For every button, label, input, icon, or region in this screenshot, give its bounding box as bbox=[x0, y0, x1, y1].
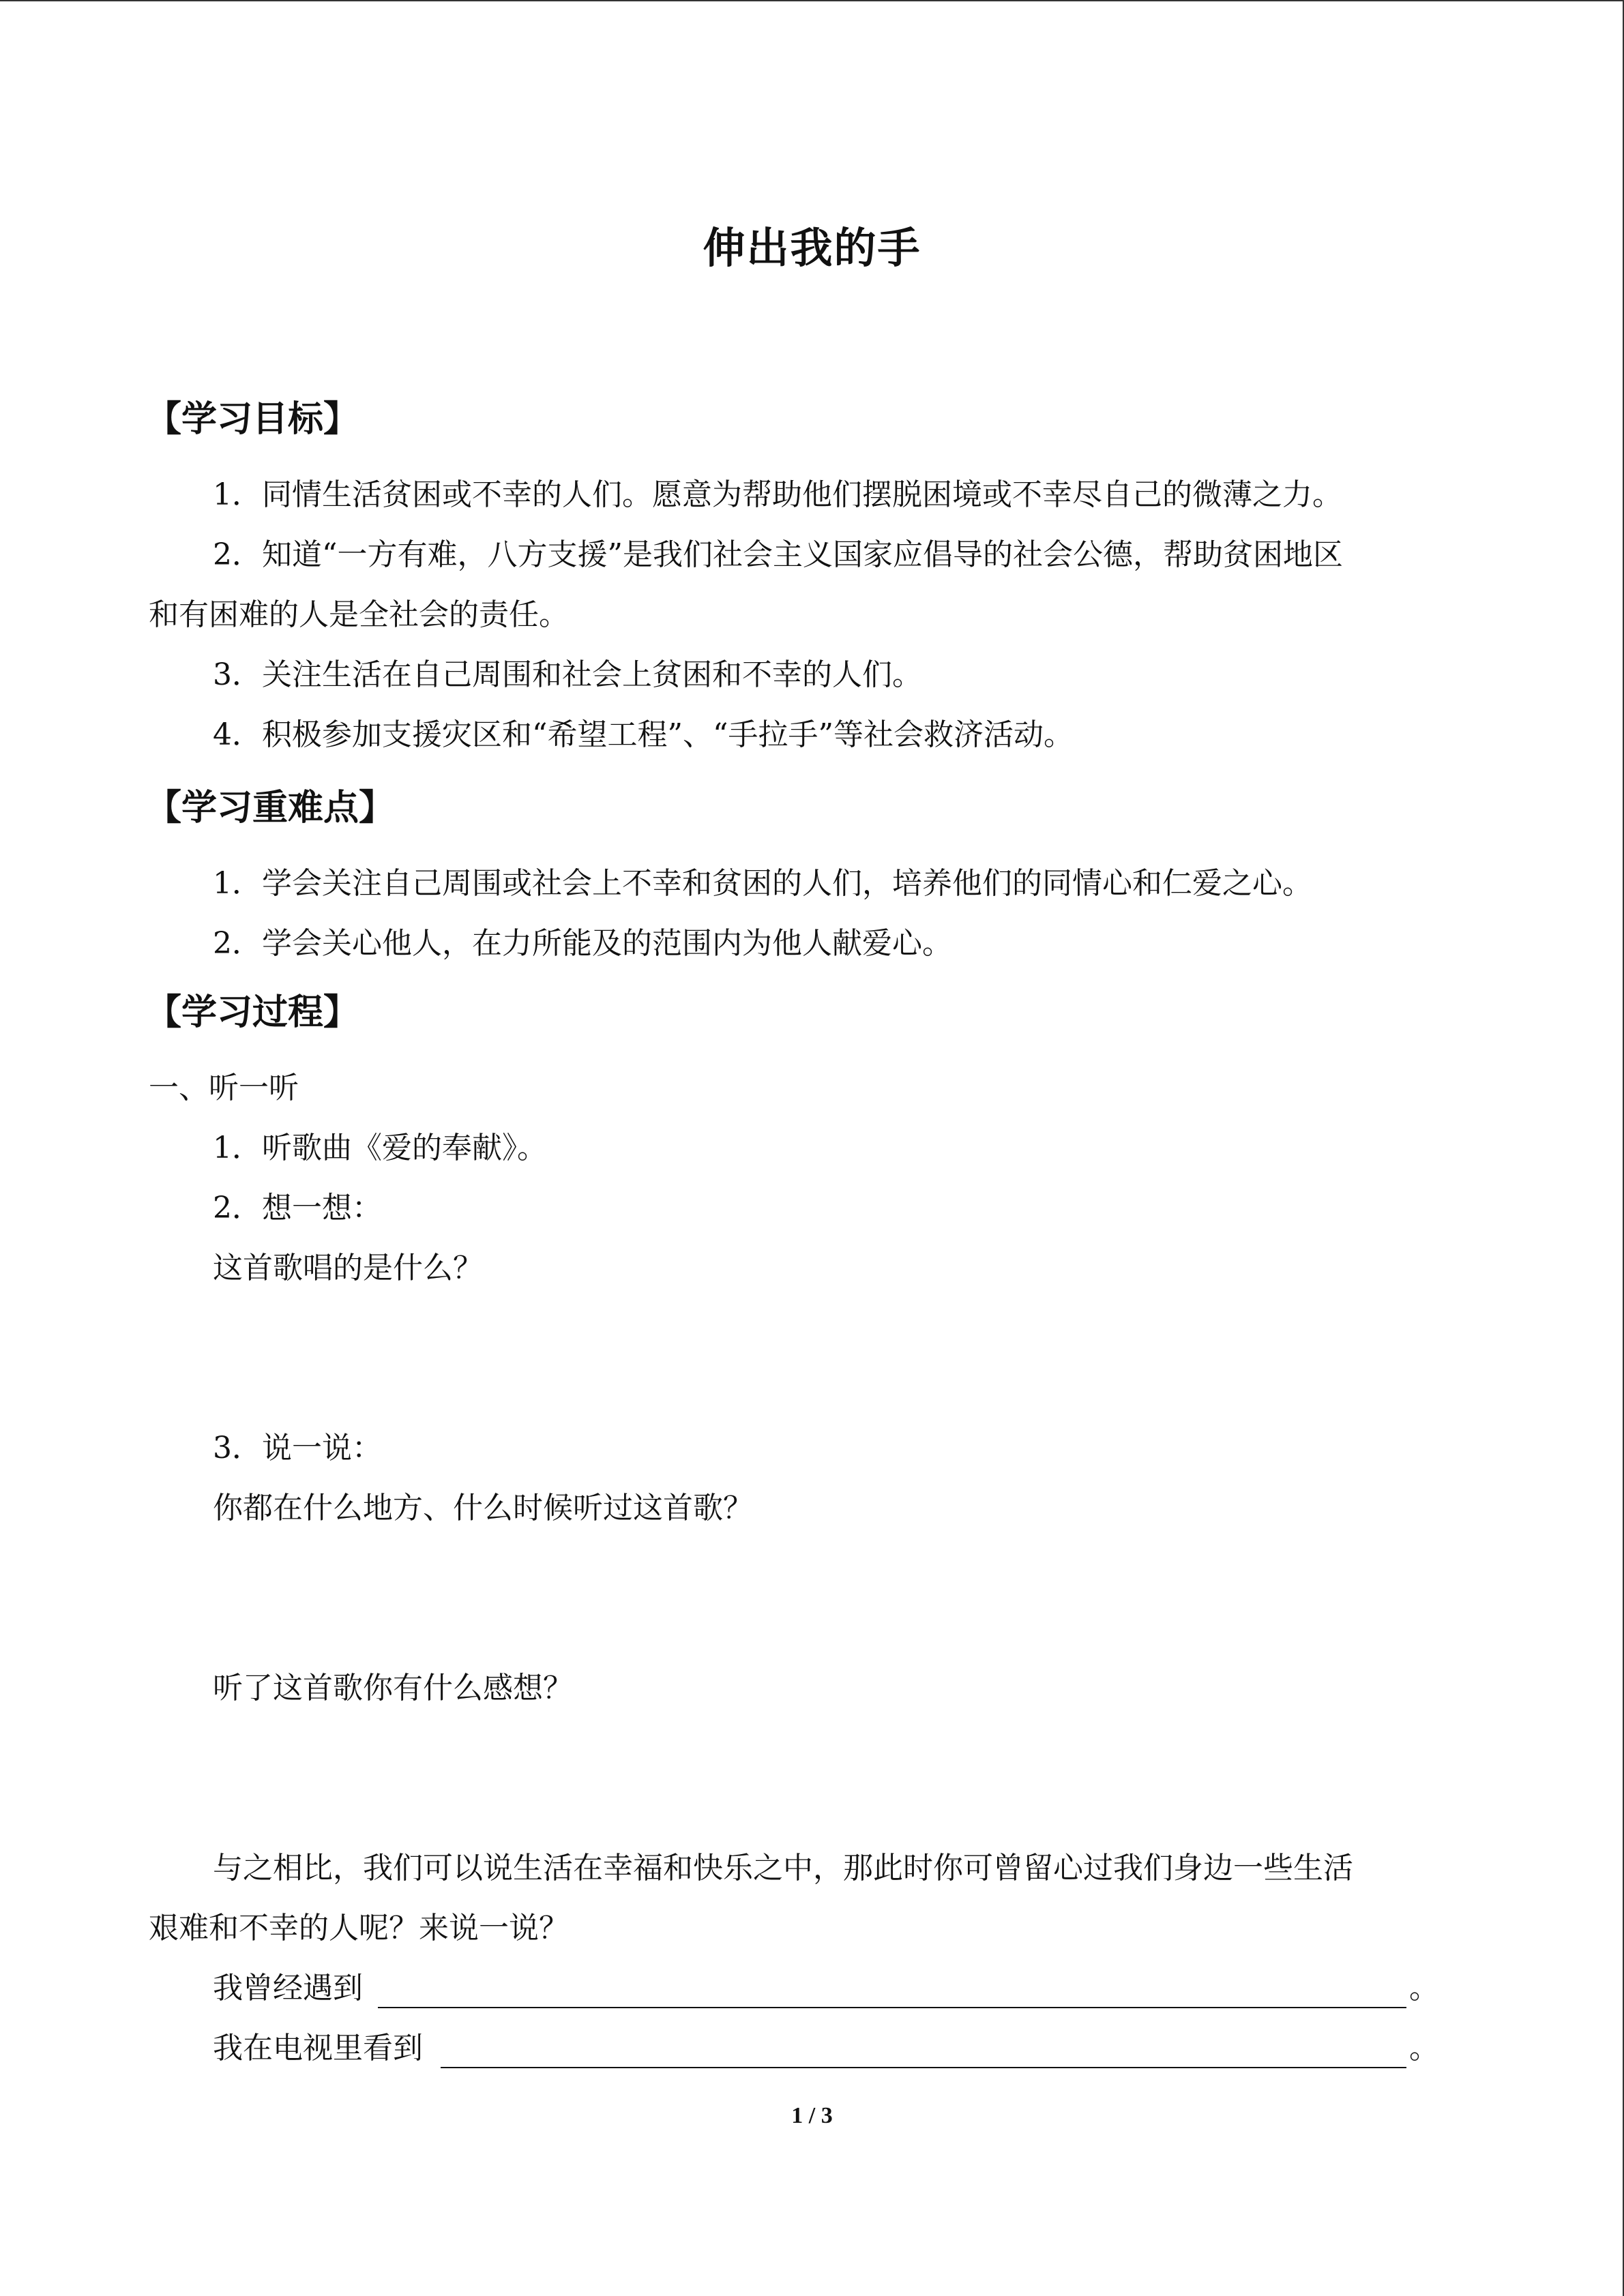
fill-in-1-label: 我曾经遇到 bbox=[213, 1971, 363, 2006]
heading-keypoints: 【学习重难点】 bbox=[146, 788, 395, 829]
fill-in-1-blank[interactable] bbox=[378, 2007, 1406, 2008]
question-2: 你都在什么地方、什么时候听过这首歌？ bbox=[213, 1491, 753, 1525]
step1-text: 1．听歌曲《爱的奉献》。 bbox=[213, 1131, 547, 1165]
question-3: 听了这首歌你有什么感想？ bbox=[213, 1671, 573, 1705]
fill-in-2-label: 我在电视里看到 bbox=[213, 2031, 423, 2066]
paragraph-line-2: 艰难和不幸的人呢？来说一说？ bbox=[149, 1911, 569, 1945]
goal-item-2: 2．知道“一方有难，八方支援”是我们社会主义国家应倡导的社会公德，帮助贫困地区 bbox=[213, 537, 1343, 572]
fill-in-2-blank[interactable] bbox=[441, 2067, 1406, 2068]
heading-goals: 【学习目标】 bbox=[146, 399, 359, 440]
goal-item-2-cont: 和有困难的人是全社会的责任。 bbox=[149, 597, 569, 632]
paragraph-line-1: 与之相比，我们可以说生活在幸福和快乐之中，那此时你可曾留心过我们身边一些生活 bbox=[213, 1851, 1353, 1885]
page-title: 伸出我的手 bbox=[703, 223, 921, 273]
goal-item-4: 4．积极参加支援灾区和“希望工程”、“手拉手”等社会救济活动。 bbox=[213, 717, 1074, 752]
part1-label: 一、听一听 bbox=[149, 1071, 299, 1105]
step3-text: 3．说一说： bbox=[213, 1431, 382, 1465]
goal-item-3: 3．关注生活在自己周围和社会上贫困和不幸的人们。 bbox=[213, 657, 922, 692]
question-1: 这首歌唱的是什么？ bbox=[213, 1251, 483, 1285]
keypoint-item-2: 2．学会关心他人，在力所能及的范围内为他人献爱心。 bbox=[213, 926, 952, 961]
goal-item-1: 1．同情生活贫困或不幸的人们。愿意为帮助他们摆脱困境或不幸尽自己的微薄之力。 bbox=[213, 477, 1342, 512]
fill-in-2-end: 。 bbox=[1409, 2031, 1439, 2066]
page-number: 1 / 3 bbox=[791, 2103, 833, 2128]
step2-text: 2．想一想： bbox=[213, 1191, 382, 1225]
fill-in-1-end: 。 bbox=[1409, 1971, 1439, 2006]
heading-process: 【学习过程】 bbox=[146, 992, 359, 1033]
keypoint-item-1: 1．学会关注自己周围或社会上不幸和贫困的人们，培养他们的同情心和仁爱之心。 bbox=[213, 866, 1312, 901]
